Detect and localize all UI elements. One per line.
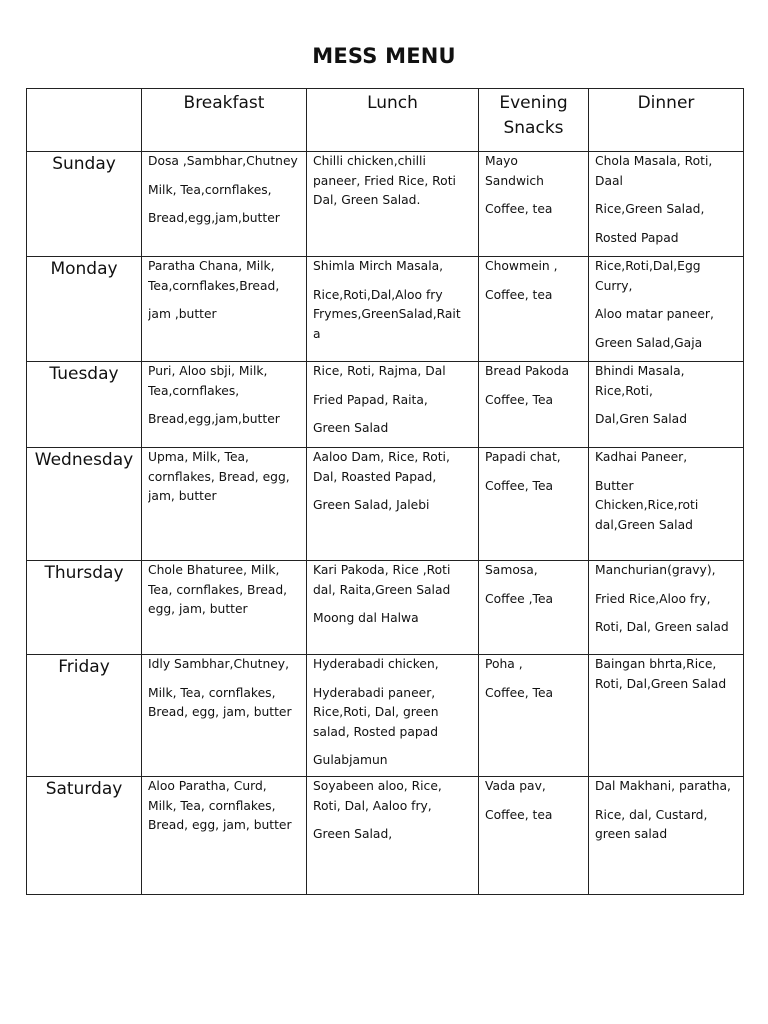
breakfast-text-line: Tea,cornflakes, [148, 383, 240, 398]
snacks-item [485, 448, 585, 468]
snacks-text-line: Coffee, Tea [485, 478, 554, 493]
snacks-text-line: Bread Pakoda [485, 364, 569, 378]
lunch-item [313, 391, 475, 411]
lunch-item [313, 286, 475, 345]
dinner-text-line: Baingan bhrta,Rice, [595, 657, 717, 671]
header-breakfast: Breakfast [142, 89, 307, 152]
menu-row-thursday [27, 561, 744, 655]
snacks-text-line: Chowmein , [485, 259, 558, 273]
lunch-item [313, 448, 475, 487]
dinner-text-line: Kadhai Paneer, [595, 450, 688, 464]
dinner-text-line: Roti, Dal, Green salad [595, 620, 729, 634]
header-day [27, 89, 142, 152]
lunch-text-line: Rice, Roti, Rajma, Dal [313, 364, 446, 378]
breakfast-text-line: Milk, Tea, cornflakes, [148, 798, 276, 813]
breakfast-cell [142, 362, 307, 448]
snacks-text-line: Sandwich [485, 173, 544, 188]
snacks-text-line: Coffee, tea [485, 807, 553, 822]
breakfast-text-line: Chole Bhaturee, Milk, [148, 563, 280, 577]
dinner-text-line: Dal,Gren Salad [595, 412, 688, 426]
dinner-cell [589, 448, 744, 561]
breakfast-cell [142, 561, 307, 655]
dinner-item [595, 152, 740, 191]
dinner-text-line: green salad [595, 827, 668, 841]
lunch-cell [307, 655, 479, 777]
lunch-cell [307, 561, 479, 655]
dinner-text-line: Fried Rice,Aloo fry, [595, 591, 711, 606]
snacks-cell [479, 655, 589, 777]
dinner-text-line: Chicken,Rice,roti [595, 498, 699, 512]
lunch-text-line: Soyabeen aloo, Rice, [313, 779, 442, 793]
menu-row-wednesday [27, 448, 744, 561]
dinner-text-line: Dal Makhani, paratha, [595, 779, 731, 793]
menu-row-monday [27, 257, 744, 362]
lunch-text-line: a [313, 326, 321, 341]
snacks-item [485, 806, 585, 826]
breakfast-item [148, 152, 303, 172]
lunch-cell [307, 448, 479, 561]
day-label: Sunday [27, 152, 142, 257]
snacks-cell [479, 777, 589, 895]
lunch-text-line: Rice,Roti, Dal, green [313, 705, 439, 719]
breakfast-text-line: Bread, egg, jam, butter [148, 818, 292, 832]
dinner-text-line: Rice,Roti, [595, 383, 653, 398]
snacks-text-line: Samosa, [485, 563, 538, 577]
lunch-cell [307, 362, 479, 448]
dinner-text-line: Rice, dal, Custard, [595, 807, 708, 822]
lunch-text-line: Kari Pakoda, Rice ,Roti [313, 563, 451, 577]
snacks-text-line: Coffee, tea [485, 202, 553, 216]
snacks-item [485, 590, 585, 610]
breakfast-text-line: Tea, cornflakes, Bread, [148, 582, 288, 597]
mess-menu-table [26, 88, 744, 895]
lunch-text-line: Aaloo Dam, Rice, Roti, [313, 450, 450, 464]
dinner-cell [589, 362, 744, 448]
dinner-item [595, 477, 740, 536]
menu-row-saturday [27, 777, 744, 895]
lunch-item [313, 152, 475, 211]
snacks-text-line: Mayo [485, 154, 518, 168]
dinner-item [595, 257, 740, 296]
breakfast-item [148, 362, 303, 401]
breakfast-text-line: Dosa ,Sambhar,Chutney [148, 154, 298, 168]
header-dinner: Dinner [589, 89, 744, 152]
day-label: Friday [27, 655, 142, 777]
snacks-item [485, 777, 585, 797]
breakfast-text-line: Puri, Aloo sbji, Milk, [148, 364, 268, 378]
lunch-text-line: Roti, Dal, Aaloo fry, [313, 798, 432, 813]
dinner-item [595, 618, 740, 638]
dinner-text-line: dal,Green Salad [595, 517, 693, 532]
snacks-item [485, 561, 585, 581]
breakfast-item [148, 257, 303, 296]
day-label: Tuesday [27, 362, 142, 448]
dinner-cell [589, 777, 744, 895]
snacks-item [485, 684, 585, 704]
breakfast-cell [142, 777, 307, 895]
dinner-item [595, 305, 740, 325]
breakfast-text-line: Bread,egg,jam,butter [148, 211, 280, 225]
breakfast-item [148, 684, 303, 723]
lunch-text-line: Gulabjamun [313, 753, 388, 767]
snacks-cell [479, 362, 589, 448]
dinner-cell [589, 655, 744, 777]
snacks-item [485, 152, 585, 191]
snacks-cell [479, 257, 589, 362]
header-evening-line1: Evening [499, 93, 568, 113]
snacks-cell [479, 152, 589, 257]
lunch-item [313, 825, 475, 845]
breakfast-text-line: Bread,egg,jam,butter [148, 412, 280, 426]
lunch-text-line: Dal, Green Salad. [313, 193, 421, 207]
breakfast-item [148, 777, 303, 836]
snacks-text-line: Coffee, Tea [485, 392, 554, 407]
lunch-text-line: paneer, Fried Rice, Roti [313, 173, 456, 188]
breakfast-cell [142, 152, 307, 257]
dinner-text-line: Curry, [595, 278, 633, 293]
breakfast-cell [142, 655, 307, 777]
breakfast-text-line: Milk, Tea, cornflakes, [148, 685, 276, 700]
snacks-item [485, 286, 585, 306]
menu-row-tuesday [27, 362, 744, 448]
lunch-item [313, 655, 475, 675]
lunch-cell [307, 777, 479, 895]
breakfast-text-line: Tea,cornflakes,Bread, [148, 278, 280, 293]
dinner-cell [589, 152, 744, 257]
dinner-item [595, 806, 740, 845]
dinner-text-line: Bhindi Masala, [595, 364, 685, 378]
dinner-text-line: Rice,Green Salad, [595, 202, 705, 216]
breakfast-item [148, 448, 303, 507]
lunch-text-line: Shimla Mirch Masala, [313, 259, 444, 273]
breakfast-text-line: cornflakes, Bread, egg, [148, 469, 290, 484]
lunch-item [313, 751, 475, 771]
snacks-item [485, 391, 585, 411]
header-evening-line2: Snacks [503, 118, 564, 138]
snacks-item [485, 655, 585, 675]
dinner-item [595, 561, 740, 581]
breakfast-text-line: Upma, Milk, Tea, [148, 450, 249, 464]
dinner-text-line: Green Salad,Gaja [595, 335, 703, 350]
snacks-text-line: Coffee ,Tea [485, 591, 554, 606]
snacks-text-line: Papadi chat, [485, 450, 561, 464]
dinner-item [595, 448, 740, 468]
breakfast-item [148, 410, 303, 430]
dinner-item [595, 200, 740, 220]
snacks-item [485, 257, 585, 277]
dinner-text-line: Rice,Roti,Dal,Egg [595, 259, 701, 273]
snacks-text-line: Vada pav, [485, 779, 546, 793]
lunch-item [313, 609, 475, 629]
breakfast-cell [142, 448, 307, 561]
snacks-item [485, 362, 585, 382]
breakfast-text-line: Milk, Tea,cornflakes, [148, 182, 272, 197]
menu-row-sunday [27, 152, 744, 257]
breakfast-item [148, 305, 303, 325]
lunch-text-line: Green Salad, [313, 827, 393, 841]
dinner-text-line: Manchurian(gravy), [595, 563, 716, 577]
breakfast-cell [142, 257, 307, 362]
snacks-cell [479, 561, 589, 655]
dinner-text-line: Daal [595, 173, 623, 188]
dinner-text-line: Aloo matar paneer, [595, 307, 714, 321]
snacks-cell [479, 448, 589, 561]
dinner-item [595, 229, 740, 249]
page-title: MESS MENU [312, 44, 456, 68]
lunch-item [313, 362, 475, 382]
lunch-item [313, 257, 475, 277]
lunch-cell [307, 257, 479, 362]
lunch-text-line: Dal, Roasted Papad, [313, 469, 437, 484]
lunch-text-line: salad, Rosted papad [313, 724, 439, 739]
lunch-cell [307, 152, 479, 257]
breakfast-item [148, 561, 303, 620]
lunch-text-line: Hyderabadi chicken, [313, 657, 439, 671]
day-label: Monday [27, 257, 142, 362]
lunch-text-line: Frymes,GreenSalad,Rait [313, 307, 461, 321]
header-evening-snacks [479, 89, 589, 152]
lunch-item [313, 561, 475, 600]
menu-row-friday [27, 655, 744, 777]
snacks-text-line: Coffee, Tea [485, 685, 554, 700]
breakfast-text-line: Paratha Chana, Milk, [148, 259, 275, 273]
breakfast-item [148, 655, 303, 675]
lunch-item [313, 496, 475, 516]
lunch-text-line: Green Salad [313, 421, 389, 435]
lunch-item [313, 777, 475, 816]
dinner-item [595, 655, 740, 694]
lunch-text-line: Chilli chicken,chilli [313, 154, 426, 168]
breakfast-text-line: Idly Sambhar,Chutney, [148, 657, 289, 671]
lunch-text-line: Fried Papad, Raita, [313, 392, 428, 407]
lunch-text-line: Moong dal Halwa [313, 611, 419, 625]
lunch-item [313, 419, 475, 439]
snacks-item [485, 477, 585, 497]
lunch-text-line: dal, Raita,Green Salad [313, 582, 451, 597]
header-row [27, 89, 744, 152]
dinner-item [595, 590, 740, 610]
dinner-text-line: Rosted Papad [595, 230, 679, 245]
dinner-cell [589, 257, 744, 362]
lunch-text-line: Green Salad, Jalebi [313, 498, 430, 512]
snacks-text-line: Poha , [485, 657, 523, 671]
dinner-text-line: Butter [595, 478, 634, 493]
dinner-cell [589, 561, 744, 655]
dinner-item [595, 410, 740, 430]
breakfast-text-line: jam, butter [148, 489, 217, 503]
snacks-item [485, 200, 585, 220]
day-label: Thursday [27, 561, 142, 655]
snacks-text-line: Coffee, tea [485, 287, 553, 302]
breakfast-item [148, 209, 303, 229]
dinner-item [595, 334, 740, 354]
breakfast-item [148, 181, 303, 201]
dinner-item [595, 362, 740, 401]
breakfast-text-line: egg, jam, butter [148, 602, 248, 616]
dinner-text-line: Roti, Dal,Green Salad [595, 676, 727, 691]
dinner-text-line: Chola Masala, Roti, [595, 154, 713, 168]
day-label: Saturday [27, 777, 142, 895]
dinner-item [595, 777, 740, 797]
lunch-item [313, 684, 475, 743]
header-lunch: Lunch [307, 89, 479, 152]
breakfast-text-line: Aloo Paratha, Curd, [148, 779, 267, 793]
lunch-text-line: Rice,Roti,Dal,Aloo fry [313, 287, 443, 302]
breakfast-text-line: jam ,butter [148, 307, 217, 321]
breakfast-text-line: Bread, egg, jam, butter [148, 705, 292, 719]
lunch-text-line: Hyderabadi paneer, [313, 685, 436, 700]
day-label: Wednesday [27, 448, 142, 561]
